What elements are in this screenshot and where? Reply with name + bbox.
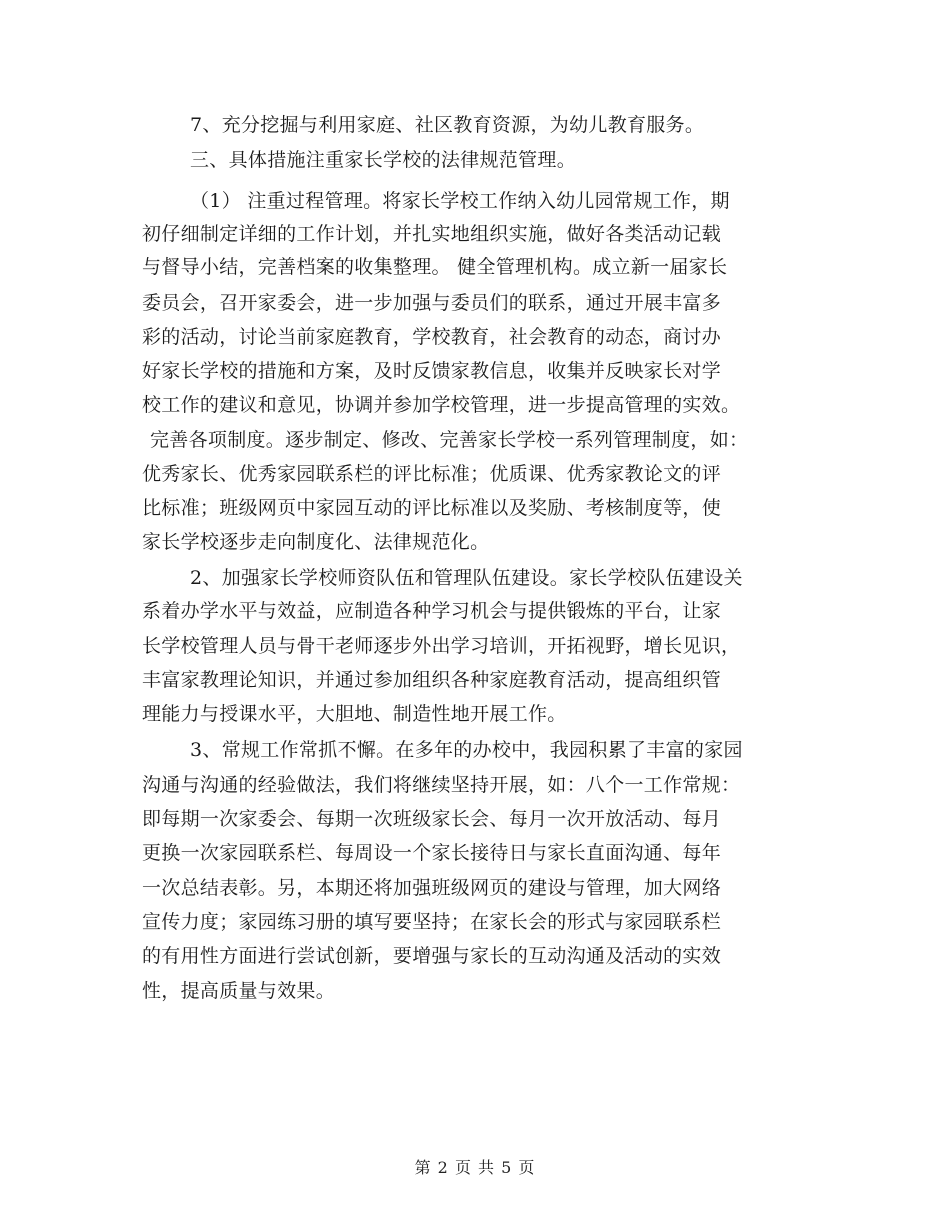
text-line: 长学校管理人员与骨干老师逐步外出学习培训，开拓视野，增长见识， — [142, 635, 741, 657]
text-line: 优秀家长、优秀家园联系栏的评比标准；优质课、优秀家教论文的评 — [142, 463, 722, 485]
text-line: 7、充分挖掘与利用家庭、社区教育资源，为幼儿教育服务。 — [190, 114, 705, 136]
text-line: 更换一次家园联系栏、每周设一个家长接待日与家长直面沟通、每年 — [142, 842, 722, 864]
text-line: （1） 注重过程管理。将家长学校工作纳入幼儿园常规工作，期 — [190, 190, 730, 212]
text-line: 的有用性方面进行尝试创新，要增强与家长的互动沟通及活动的实效 — [142, 945, 722, 967]
text-line: 委员会，召开家委会，进一步加强与委员们的联系，通过开展丰富多 — [142, 292, 722, 314]
text-line: 家长学校逐步走向制度化、法律规范化。 — [142, 531, 490, 553]
text-line: 比标准；班级网页中家园互动的评比标准以及奖励、考核制度等，使 — [142, 497, 722, 519]
text-line: 三、具体措施注重家长学校的法律规范管理。 — [190, 149, 577, 171]
text-line: 校工作的建议和意见，协调并参加学校管理，进一步提高管理的实效。 — [142, 394, 741, 416]
text-line: 即每期一次家委会、每期一次班级家长会、每月一次开放活动、每月 — [142, 808, 722, 830]
text-line: 好家长学校的措施和方案，及时反馈家教信息，收集并反映家长对学 — [142, 360, 722, 382]
text-line: 沟通与沟通的经验做法，我们将继续坚持开展，如：八个一工作常规： — [142, 774, 741, 796]
text-line: 一次总结表彰。另，本期还将加强班级网页的建设与管理，加大网络 — [142, 877, 722, 899]
text-line: 2、加强家长学校师资队伍和管理队伍建设。家长学校队伍建设关 — [190, 567, 743, 589]
text-line: 理能力与授课水平，大胆地、制造性地开展工作。 — [142, 703, 567, 725]
page-number: 第 2 页 共 5 页 — [414, 1158, 536, 1177]
text-line: 性，提高质量与效果。 — [142, 980, 336, 1002]
text-line: 完善各项制度。逐步制定、修改、完善家长学校一系列管理制度，如： — [150, 429, 749, 451]
text-line: 3、常规工作常抓不懈。在多年的办校中，我园积累了丰富的家园 — [190, 739, 743, 761]
text-line: 丰富家教理论知识，并通过参加组织各种家庭教育活动，提高组织管 — [142, 669, 722, 691]
text-line: 系着办学水平与效益，应制造各种学习机会与提供锻炼的平台，让家 — [142, 600, 722, 622]
text-line: 初仔细制定详细的工作计划，并扎实地组织实施，做好各类活动记载 — [142, 223, 722, 245]
text-line: 彩的活动，讨论当前家庭教育，学校教育，社会教育的动态，商讨办 — [142, 326, 722, 348]
text-line: 与督导小结，完善档案的收集整理。 健全管理机构。成立新一届家长 — [142, 256, 728, 278]
text-line: 宣传力度；家园练习册的填写要坚持；在家长会的形式与家园联系栏 — [142, 911, 722, 933]
